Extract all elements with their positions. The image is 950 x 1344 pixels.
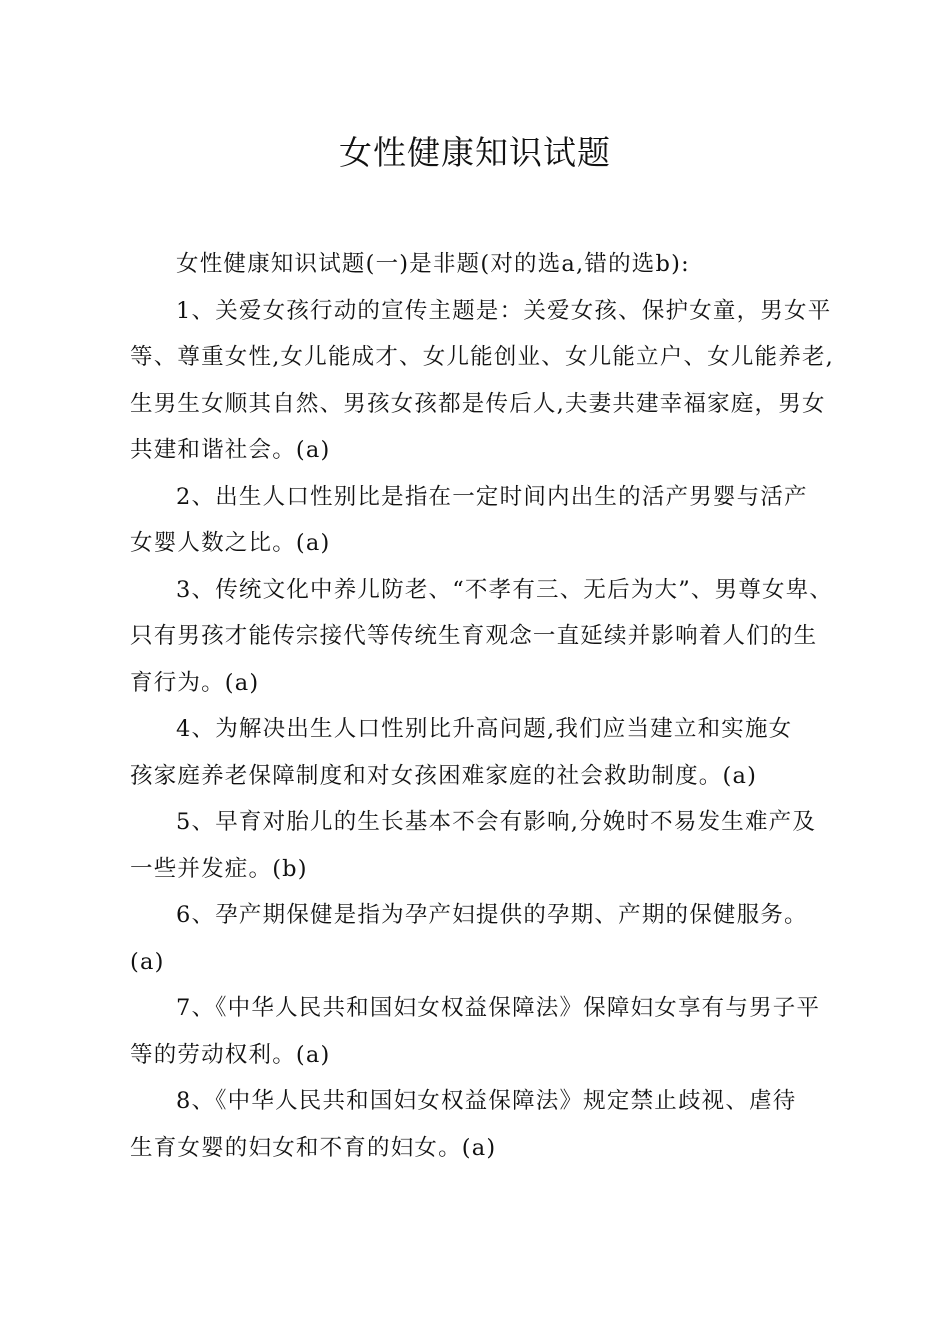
text-line: 女性健康知识试题(一)是非题(对的选a,错的选b):: [176, 251, 690, 277]
document-title: 女性健康知识试题: [339, 133, 611, 172]
text-line: 8、《中华人民共和国妇女权益保障法》规定禁止歧视、虐待: [176, 1088, 797, 1114]
text-line: 5、早育对胎儿的生长基本不会有影响,分娩时不易发生难产及: [176, 809, 817, 835]
text-line: 只有男孩才能传宗接代等传统生育观念一直延续并影响着人们的生: [130, 623, 818, 649]
text-line: 育行为。(a): [130, 669, 260, 696]
text-line: 一些并发症。(b): [130, 855, 308, 882]
text-line: 6、孕产期保健是指为孕产妇提供的孕期、产期的保健服务。: [176, 902, 808, 928]
text-line: 1、关爱女孩行动的宣传主题是：关爱女孩、保护女童，男女平: [176, 297, 832, 324]
text-line: 生男生女顺其自然、男孩女孩都是传后人,夫妻共建幸福家庭，男女: [130, 390, 826, 417]
text-line: (a): [130, 948, 165, 975]
text-line: 等、尊重女性,女儿能成才、女儿能创业、女儿能立户、女儿能养老,: [130, 344, 835, 370]
document-body: [130, 252, 850, 1182]
text-line: 等的劳动权利。(a): [130, 1041, 331, 1068]
text-line: 3、传统文化中养儿防老、“不孝有三、无后为大”、男尊女卑、: [176, 576, 834, 603]
text-line: 女婴人数之比。(a): [130, 530, 331, 556]
text-line: 2、出生人口性别比是指在一定时间内出生的活产男婴与活产: [176, 483, 808, 510]
text-line: 共建和谐社会。(a): [130, 437, 331, 463]
text-line: 7、《中华人民共和国妇女权益保障法》保障妇女享有与男子平: [176, 995, 821, 1021]
text-line: 孩家庭养老保障制度和对女孩困难家庭的社会救助制度。(a): [130, 762, 758, 789]
text-line: 生育女婴的妇女和不育的妇女。(a): [130, 1134, 497, 1161]
text-line: 4、为解决出生人口性别比升高问题,我们应当建立和实施女: [176, 716, 793, 742]
